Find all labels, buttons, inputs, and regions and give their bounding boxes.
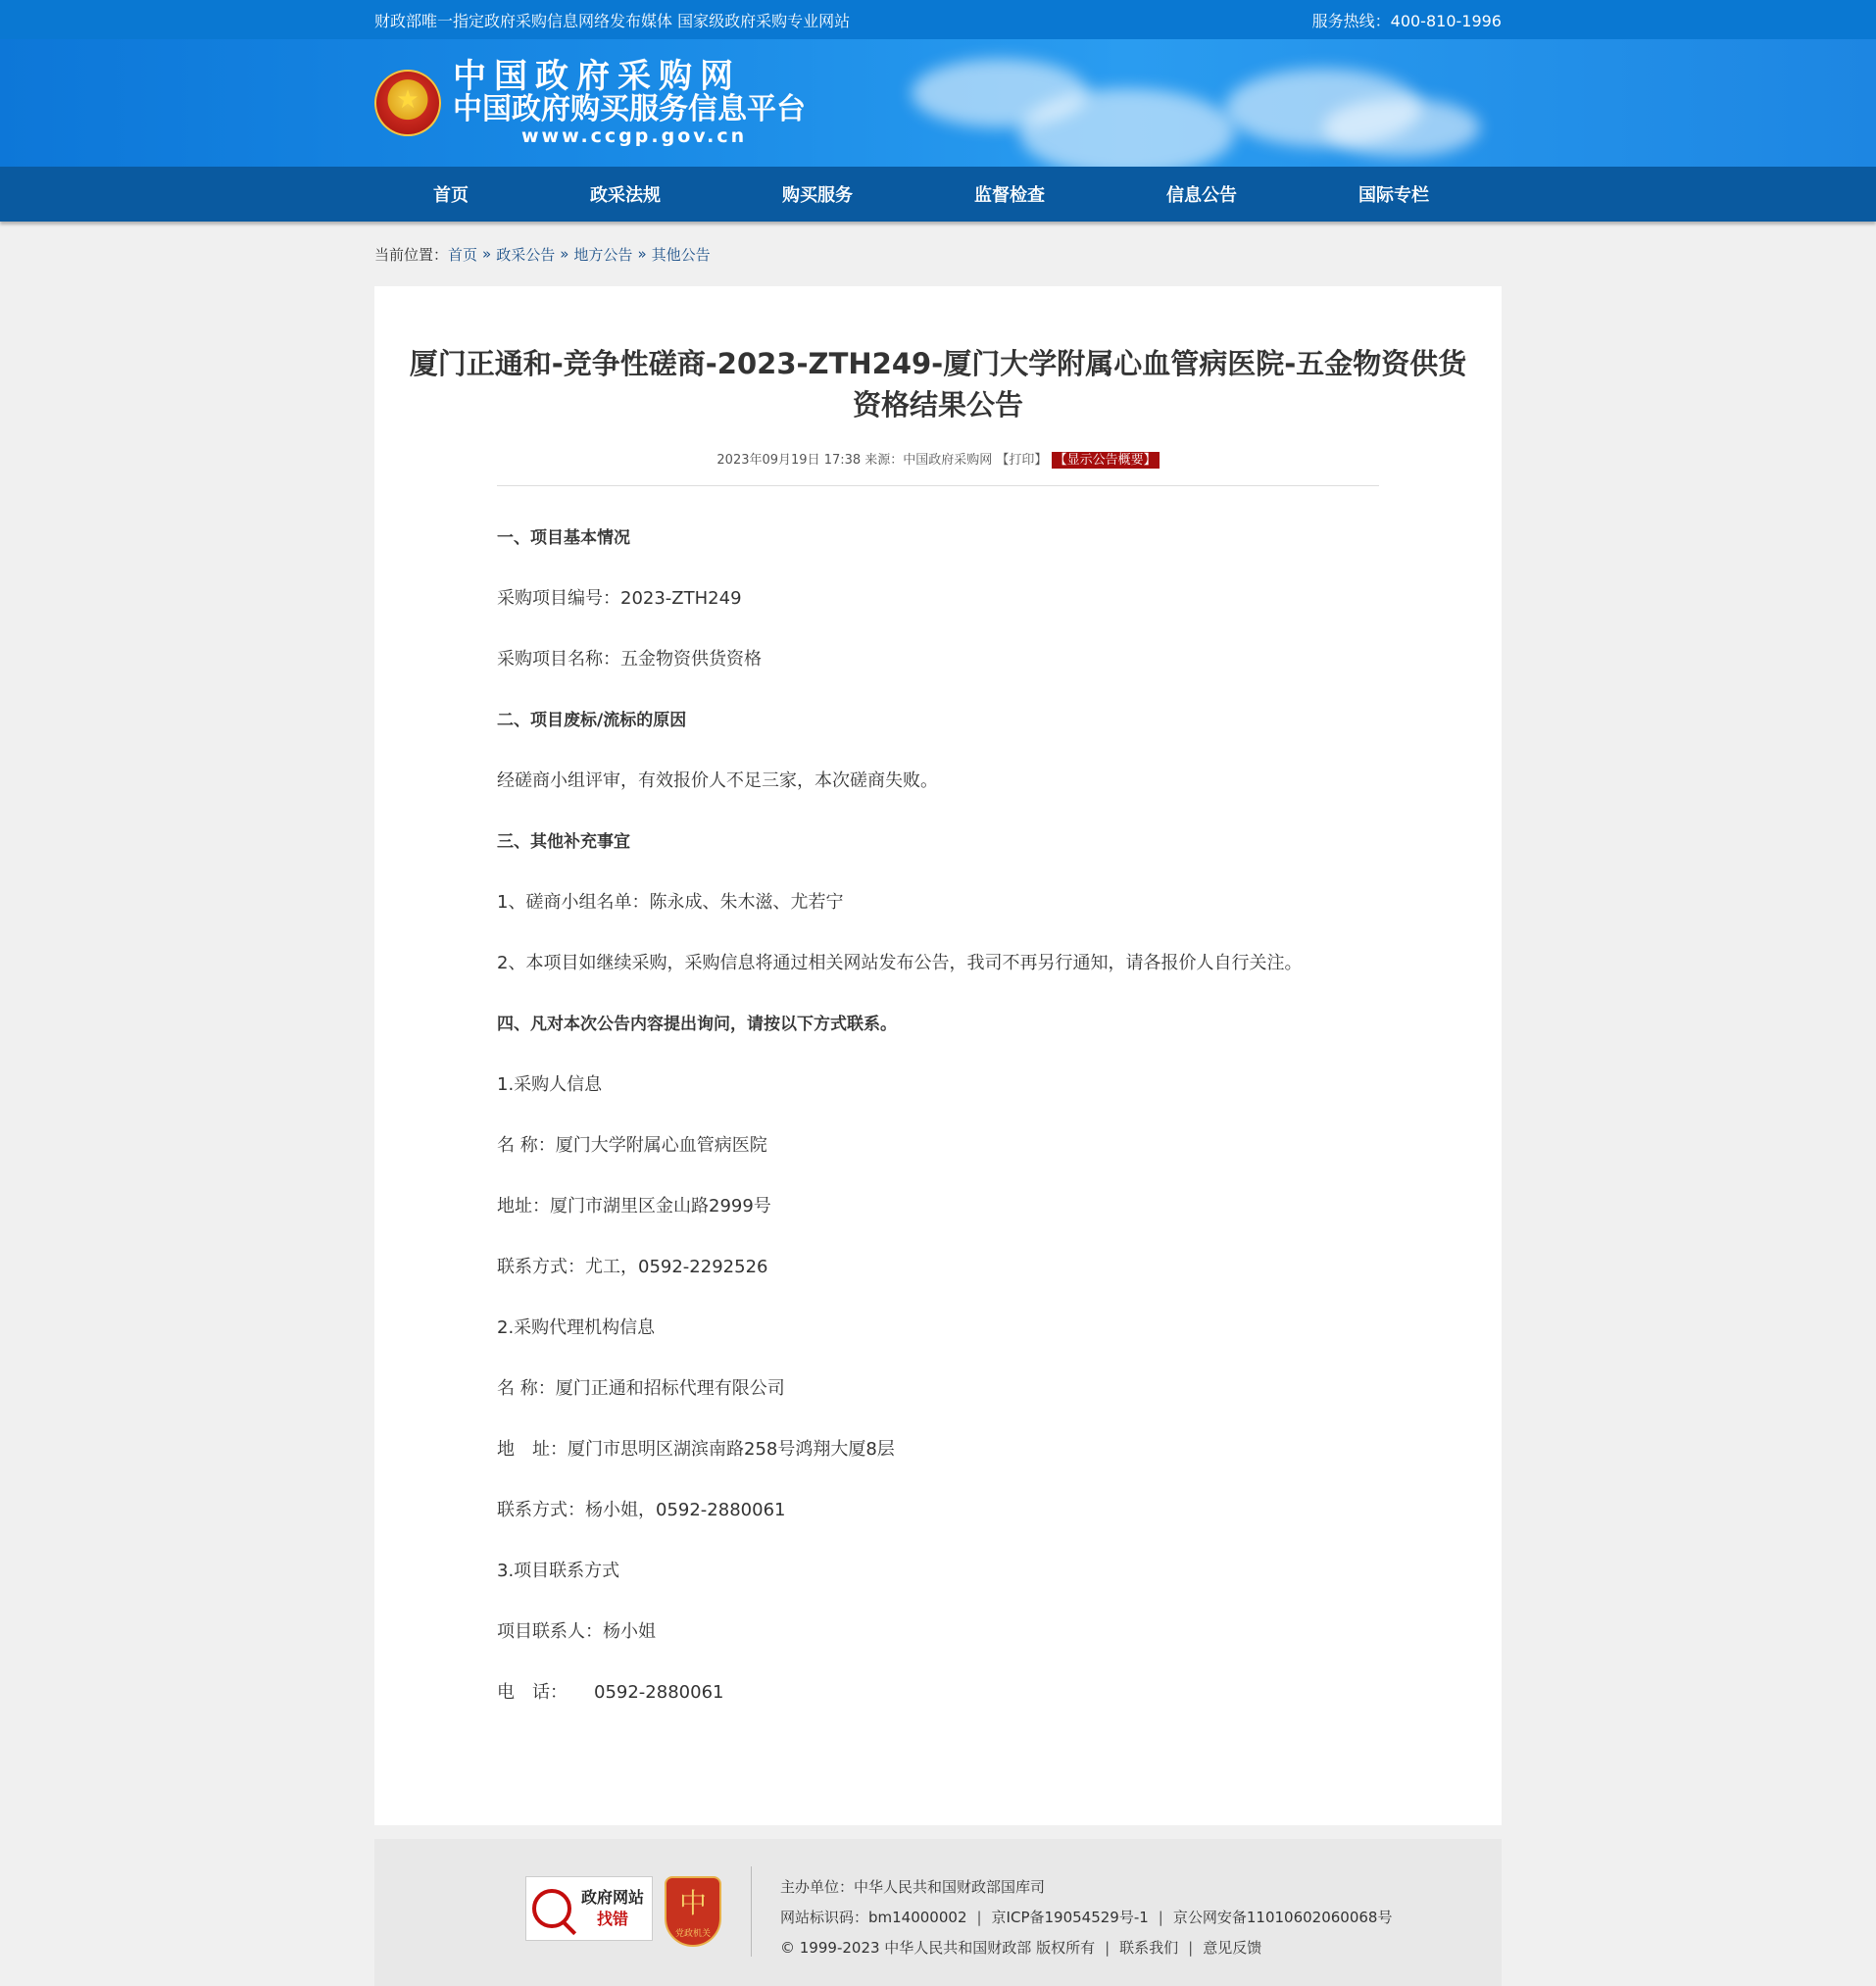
footer-registrations [780, 1903, 1392, 1933]
paragraph: 2、本项目如继续采购，采购信息将通过相关网站发布公告，我司不再另行通知，请各报价人自行关注。 [497, 953, 1303, 973]
paragraph: 1.采购人信息 [497, 1074, 603, 1095]
paragraph: 联系方式：尤工，0592-2292526 [497, 1257, 768, 1277]
paragraph: 3.项目联系方式 [497, 1561, 620, 1581]
service-hotline: 服务热线：400-810-1996 [1311, 11, 1502, 30]
article-meta [374, 451, 1502, 471]
breadcrumb-procurement[interactable]: 政采公告 [496, 245, 556, 264]
magnifier-icon [532, 1889, 571, 1928]
feedback-link[interactable]: 意见反馈 [1203, 1939, 1262, 1957]
party-gov-agency-badge[interactable] [665, 1876, 721, 1947]
paragraph: 1、磋商小组名单：陈永成、朱木滋、尤若宁 [497, 892, 844, 913]
gov-site-error-report-badge[interactable] [525, 1876, 653, 1941]
logo-title: 中国政府采购网 [453, 57, 741, 96]
nav-international[interactable]: 国际专栏 [1358, 185, 1429, 206]
article-date-source: 2023年09月19日 17:38 来源：中国政府采购网 【打印】 [716, 453, 1048, 468]
badge-label: 找错 [597, 1910, 629, 1928]
badge-label: 党政机关 [674, 1929, 711, 1939]
nav-supervision[interactable]: 监督检查 [974, 185, 1045, 206]
paragraph: 联系方式：杨小姐，0592-2880061 [497, 1500, 786, 1520]
top-bar [0, 0, 1876, 39]
police-record[interactable]: 京公网安备11010602060068号 [1172, 1909, 1393, 1926]
section-heading: 三、其他补充事宜 [497, 832, 630, 852]
paragraph: 名 称：厦门大学附属心血管病医院 [497, 1135, 767, 1156]
nav-home[interactable]: 首页 [433, 185, 469, 206]
footer-sponsor: 主办单位：中华人民共和国财政部国库司 [780, 1878, 1046, 1896]
breadcrumb-home[interactable]: 首页 [448, 245, 478, 264]
paragraph: 名 称：厦门正通和招标代理有限公司 [497, 1378, 785, 1399]
section-heading: 四、凡对本次公告内容提出询问，请按以下方式联系。 [497, 1015, 897, 1034]
nav-purchase-services[interactable]: 购买服务 [782, 185, 853, 206]
logo-subtitle: 中国政府购买服务信息平台 [453, 92, 806, 126]
icp-record[interactable]: 京ICP备19054529号-1 [991, 1909, 1149, 1926]
logo-url: www.ccgp.gov.cn [521, 125, 748, 147]
footer [374, 1839, 1502, 1986]
show-summary-button[interactable]: 【显示公告概要】 [1052, 452, 1160, 469]
paragraph: 地 址：厦门市思明区湖滨南路258号鸿翔大厦8层 [497, 1439, 895, 1460]
nav-regulations[interactable]: 政采法规 [590, 185, 661, 206]
badge-label: 政府网站 [581, 1888, 645, 1907]
nav-announcements[interactable]: 信息公告 [1166, 185, 1237, 206]
paragraph: 地址：厦门市湖里区金山路2999号 [497, 1196, 771, 1216]
header-banner [0, 39, 1876, 167]
breadcrumb-local[interactable]: 地方公告 [573, 245, 633, 264]
breadcrumb-prefix: 当前位置： [374, 245, 449, 264]
party-gov-agency-icon: 中 [678, 1887, 707, 1919]
paragraph: 项目联系人：杨小姐 [497, 1621, 656, 1642]
breadcrumb-separator: » [482, 245, 492, 263]
section-heading: 一、项目基本情况 [497, 528, 630, 548]
separator: | [1105, 1939, 1111, 1957]
breadcrumb-separator: » [560, 245, 569, 263]
article-title [374, 286, 1502, 425]
separator: | [1158, 1909, 1163, 1926]
article-container [374, 286, 1502, 1825]
separator: | [976, 1909, 982, 1926]
main-nav [0, 167, 1876, 222]
paragraph: 采购项目编号：2023-ZTH249 [497, 588, 742, 609]
top-bar-slogan: 财政部唯一指定政府采购信息网络发布媒体 国家级政府采购专业网站 [374, 11, 851, 30]
breadcrumb-other[interactable]: 其他公告 [651, 245, 711, 264]
article-title-line: 资格结果公告 [852, 388, 1023, 422]
paragraph: 电 话： 0592-2880061 [497, 1682, 724, 1703]
national-emblem-icon: ★ [374, 70, 441, 136]
site-id: 网站标识码：bm14000002 [780, 1909, 967, 1926]
paragraph: 2.采购代理机构信息 [497, 1317, 656, 1338]
breadcrumb [374, 222, 1502, 286]
copyright: © 1999-2023 中华人民共和国财政部 版权所有 [780, 1939, 1096, 1957]
paragraph: 经磋商小组评审，有效报价人不足三家，本次磋商失败。 [497, 770, 938, 791]
site-logo[interactable] [453, 59, 806, 147]
article-body [497, 486, 1379, 1723]
footer-info [780, 1872, 1392, 1963]
footer-links [780, 1933, 1392, 1963]
breadcrumb-separator: » [637, 245, 647, 263]
article-title-line: 厦门正通和-竞争性磋商-2023-ZTH249-厦门大学附属心血管病医院-五金物资供货 [409, 347, 1467, 380]
footer-divider [751, 1866, 752, 1957]
section-heading: 二、项目废标/流标的原因 [497, 711, 687, 730]
contact-us-link[interactable]: 联系我们 [1119, 1939, 1179, 1957]
paragraph: 采购项目名称：五金物资供货资格 [497, 649, 762, 670]
separator: | [1188, 1939, 1194, 1957]
